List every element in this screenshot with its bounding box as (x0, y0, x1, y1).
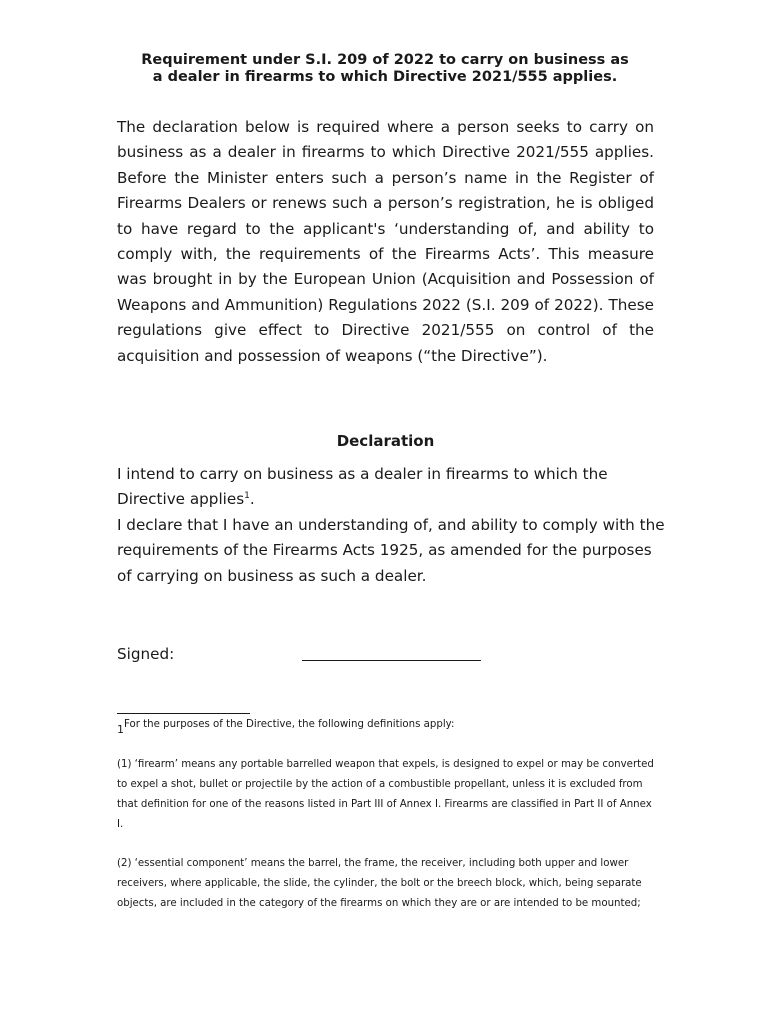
footnotes (117, 716, 657, 933)
signed-label: Signed: (117, 645, 175, 663)
footnote-reference: 1 (244, 491, 250, 502)
intro-section (117, 115, 654, 369)
title-line-2: a dealer in firearms to which Directive 2021/555 applies. (152, 69, 618, 85)
footnote-definition-essential-component: (2) ‘essential component’ means the barrel, the frame, the receiver, including both upper and lower receivers, where applicable, the slide, the cylinder, the bolt or the breech block, which, being separate objects, are included in the category of the firearms on which they are or are intended to be mounted; (117, 858, 642, 909)
declaration-body (117, 462, 667, 589)
declaration-intent-text: I intend to carry on business as a dealer in firearms to which the Directive applies (117, 465, 608, 509)
footnote-definition-firearm: (1) ‘firearm’ means any portable barrelled weapon that expels, is designed to expel or may be converted to expel a shot, bullet or projectile by the action of a combustible propellant, unless it is excluded from that definition for one of the reasons listed in Part III of Annex I. Firearms are classified in Part II of Annex I. (117, 759, 654, 830)
footnote-separator (117, 713, 250, 714)
footnote-marker: 1 (117, 723, 124, 736)
document-title (100, 52, 670, 86)
intro-paragraph: The declaration below is required where a person seeks to carry on business as a dealer in firearms to which Directive 2021/555 applies. Before the Minister enters such a person’s name in the Register of Firearms Dealers or renews such a person’s registration, he is obliged to have regard to the applicant's ‘understanding of, and ability to comply with, the requirements of the Firearms Acts’. This measure was brought in by the European Union (Acquisition and Possession of Weapons and Ammunition) Regulations 2022 (S.I. 209 of 2022). These regulations give effect to Directive 2021/555 on control of the acquisition and possession of weapons (“the Directive”). (117, 118, 654, 365)
footnote-intro (117, 716, 657, 736)
signature-row (117, 643, 517, 665)
declaration-heading: Declaration (336, 432, 435, 450)
declaration-understanding: I declare that I have an understanding of, and ability to comply with the requirements of the Firearms Acts 1925, as amended for the purposes of carrying on business as such a dealer. (117, 515, 665, 585)
declaration-intent-period: . (249, 490, 255, 509)
signature-line (302, 660, 481, 661)
declaration-intent (117, 462, 667, 513)
title-line-1: Requirement under S.I. 209 of 2022 to carry on business as (141, 52, 629, 68)
footnote-intro-text: For the purposes of the Directive, the following definitions apply: (124, 719, 455, 730)
